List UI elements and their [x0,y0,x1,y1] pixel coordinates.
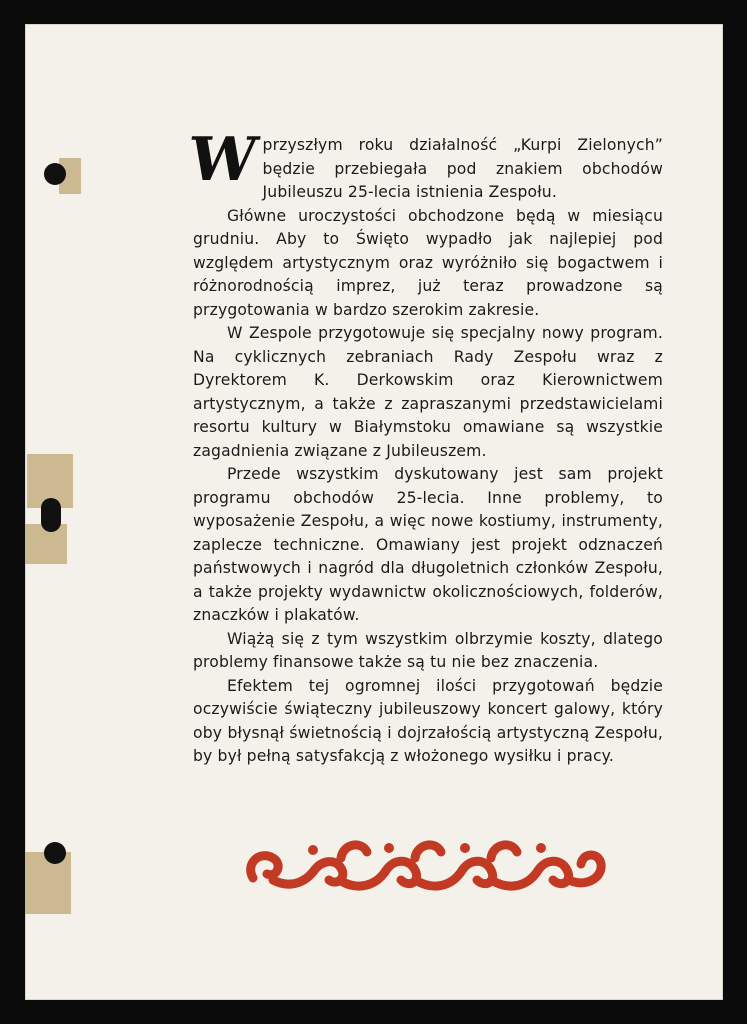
paragraph-2: Główne uroczystości obchodzone będą w miesiącu grudniu. Aby to Święto wypadło jak najlepiej pod względem artystycznym oraz wyróżniło się bogactwem i różnorodnością imprez, już teraz prowadzone są przygotowania w bardzo szerokim zakresie. [193,206,663,319]
binder-hole-bottom [44,842,66,864]
paragraph-3: W Zespole przygotowuje się specjalny nowy program. Na cyklicznych zebraniach Rady Zespołu wraz z Dyrektorem K. Derkowskim oraz Kierownictwem artystycznym, a także z zapraszanymi przedstawicielami resortu kultury w Białymstoku omawiane są wszystkie zagadnienia związane z Jubileuszem. [193,324,663,460]
document-body [184,125,663,769]
binder-hole-top [44,163,66,185]
paragraph-4: Przede wszystkim dyskutowany jest sam projekt programu obchodów 25-lecia. Inne problemy, to wyposażenie Zespołu, a więc nowe kostiumy, instrumenty, zaplecze techniczne. Omawiany jest projekt odznaczeń państwowych i nagród dla długoletnich członków Zespołu, a także projekty wydawnictw okolicznościowych, folderów, znaczków i plakatów. [193,465,663,624]
paragraph-1 [184,125,663,205]
paragraph-5: Wiążą się z tym wszystkim olbrzymie koszty, dlatego problemy finansowe także są tu nie bez znaczenia. [193,629,663,671]
binder-hole-middle [41,498,61,532]
drop-cap: W [184,125,262,195]
paragraph-6: Efektem tej ogromnej ilości przygotowań będzie oczywiście świąteczny jubileuszowy koncert galowy, który oby błysnął świetnością i dojrzałością artystyczną Zespołu, by był pełną satysfakcją z włożonego wysiłku i pracy. [193,676,663,765]
paragraph-1-text: przyszłym roku działalność „Kurpi Zielonych” będzie przebiegała pod znakiem obchodów Jubileuszu 25-lecia istnienia Zespołu. [262,136,663,201]
document-page [25,24,723,1000]
folk-scroll-ornament [243,828,613,898]
